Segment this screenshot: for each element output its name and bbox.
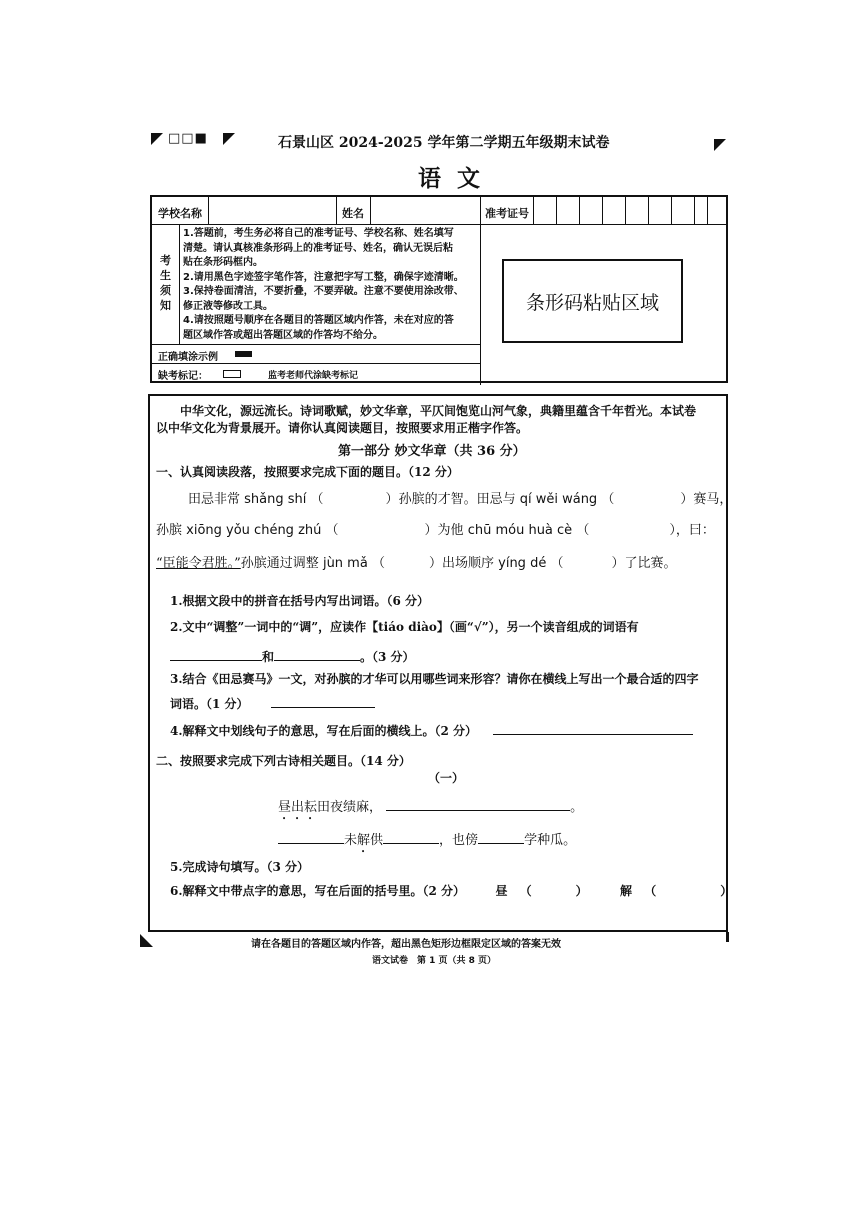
question-5: 5.完成诗句填写。（3 分） <box>170 860 310 874</box>
notice-text: 1.答题前，考生务必将自己的准考证号、学校名称、姓名填写 清楚。请认真核准条形码上的准考证号、姓名，确认无误后粘 贴在条形码框内。 2.请用黑色字迹签字笔作答，注意把字写工整，确保字迹清晰。 3.保持卷面清洁，不要折叠，不要弄破。注意不要使用涂改带、 修正液等修改工具。 4.请按照题号顺序在各题目的答题区域内作答，未在对应的答 题区域作答或超出答题区域的作答均不给分。 <box>183 228 464 341</box>
blank-1[interactable]: （ ） <box>310 492 399 507</box>
exam-info-table <box>150 195 728 383</box>
answer-line-3[interactable] <box>271 693 375 708</box>
underlined-quote: “臣能令君胜。” <box>156 556 241 571</box>
blank-zhou[interactable]: （ ） <box>519 884 588 898</box>
pinyin-xiong-you-cheng-zhu: xiōng yǒu chéng zhú <box>186 523 322 538</box>
intro-line-2: 以中华文化为背景展开。请你认真阅读题目，按照要求用正楷字作答。 <box>156 421 529 435</box>
answer-line-4[interactable] <box>493 720 693 735</box>
passage-line-1: 田忌非常 shǎng shí （ ）孙膑的才智。田忌与 qí wěi wáng （ ）赛马， <box>188 492 733 507</box>
pinyin-jun-ma: jùn mǎ <box>322 556 368 571</box>
pinyin-ying-de: yíng dé <box>498 556 547 571</box>
poem-subtitle: （一） <box>428 771 465 785</box>
blank-5[interactable]: （ ） <box>371 556 442 571</box>
notice-title: 考 生 须 知 <box>160 254 171 312</box>
passage-line-3: “臣能令君胜。”孙膑通过调整 jùn mǎ （ ）出场顺序 yíng dé （ ）了比赛。 <box>156 556 677 571</box>
question-2: 2.文中“调整”一词中的“调”，应读作【tiáo diào】（画“√”），另一个读音组成的词语有 <box>170 620 639 634</box>
exam-title: 石景山区 2024-2025 学年第二学期五年级期末试卷 <box>278 135 610 151</box>
question-2-blanks: 和 。（3 分） <box>170 646 415 665</box>
blank-4[interactable]: （ ） <box>576 523 676 538</box>
fill-example-mark <box>235 351 252 357</box>
blank-2[interactable]: （ ） <box>601 492 694 507</box>
pinyin-shang-shi: shǎng shí <box>244 492 307 507</box>
poem-line-2: 未解供 ，也傍 学种瓜。 <box>278 829 576 856</box>
absent-checkbox[interactable] <box>223 370 241 378</box>
intro-line-1: 中华文化，源远流长。诗词歌赋，妙文华章，平仄间饱览山河气象，典籍里蕴含千年哲光。本试卷 <box>180 404 697 418</box>
question-3b: 词语。（1 分） <box>170 693 375 712</box>
section2-title: 二、按照要求完成下列古诗相关题目。（14 分） <box>156 754 411 768</box>
poem-answer-line-1[interactable] <box>386 796 570 811</box>
corner-mark-bottom-right <box>726 932 729 942</box>
question-1: 1.根据文段中的拼音在括号内写出词语。（6 分） <box>170 594 430 608</box>
part1-title: 第一部分 妙文华章（共 36 分） <box>338 444 526 459</box>
subject-title: 语 文 <box>418 165 485 192</box>
answer-line-2b[interactable] <box>274 646 360 661</box>
barcode-label: 条形码粘贴区域 <box>525 291 659 314</box>
poem-answer-line-2c[interactable] <box>478 829 524 844</box>
passage-line-2: 孙膑 xiōng yǒu chéng zhú （ ）为他 chū móu huà cè （ ），曰： <box>156 523 715 538</box>
poem-line-1: 昼出耘田夜绩麻， 。 <box>278 796 583 823</box>
school-name-field[interactable] <box>209 197 336 224</box>
poem-answer-line-2b[interactable] <box>383 829 439 844</box>
pinyin-qi-wei-wang: qí wěi wáng <box>519 492 598 507</box>
answer-line-2a[interactable] <box>170 646 262 661</box>
blank-jie[interactable]: （ ） <box>644 884 733 898</box>
question-6: 6.解释文中带点字的意思，写在后面的括号里。（2 分） 昼 （ ） 解 （ ） <box>170 884 733 898</box>
school-name-label: 学校名称 <box>158 207 202 220</box>
corner-mark-bottom-left <box>140 934 153 947</box>
footer-page-number: 语文试卷 第 1 页（共 8 页） <box>372 956 497 966</box>
student-name-field[interactable] <box>371 197 480 224</box>
answer-area <box>148 394 733 932</box>
absent-note: 监考老师代涂缺考标记 <box>268 371 359 381</box>
section1-title: 一、认真阅读段落，按照要求完成下面的题目。（12 分） <box>156 465 459 479</box>
poem-answer-line-2a[interactable] <box>278 829 344 844</box>
fill-example-label: 正确填涂示例 <box>158 352 218 363</box>
blank-6[interactable]: （ ） <box>550 556 625 571</box>
corner-mark-right <box>714 139 726 151</box>
blank-3[interactable]: （ ） <box>325 523 438 538</box>
barcode-area <box>502 259 683 343</box>
ticket-number-field[interactable] <box>534 197 724 224</box>
ticket-number-label: 准考证号 <box>485 207 529 220</box>
student-name-label: 姓名 <box>342 207 364 220</box>
question-4: 4.解释文中划线句子的意思，写在后面的横线上。（2 分） <box>170 720 693 739</box>
absent-label: 缺考标记： <box>158 371 208 382</box>
question-3a: 3.结合《田忌赛马》一文，对孙膑的才华可以用哪些词来形容？请你在横线上写出一个最合适的四字 <box>170 672 699 686</box>
footer-warning: 请在各题目的答题区域内作答，超出黑色矩形边框限定区域的答案无效 <box>251 939 561 950</box>
pinyin-chu-mou-hua-ce: chū móu huà cè <box>467 523 573 538</box>
